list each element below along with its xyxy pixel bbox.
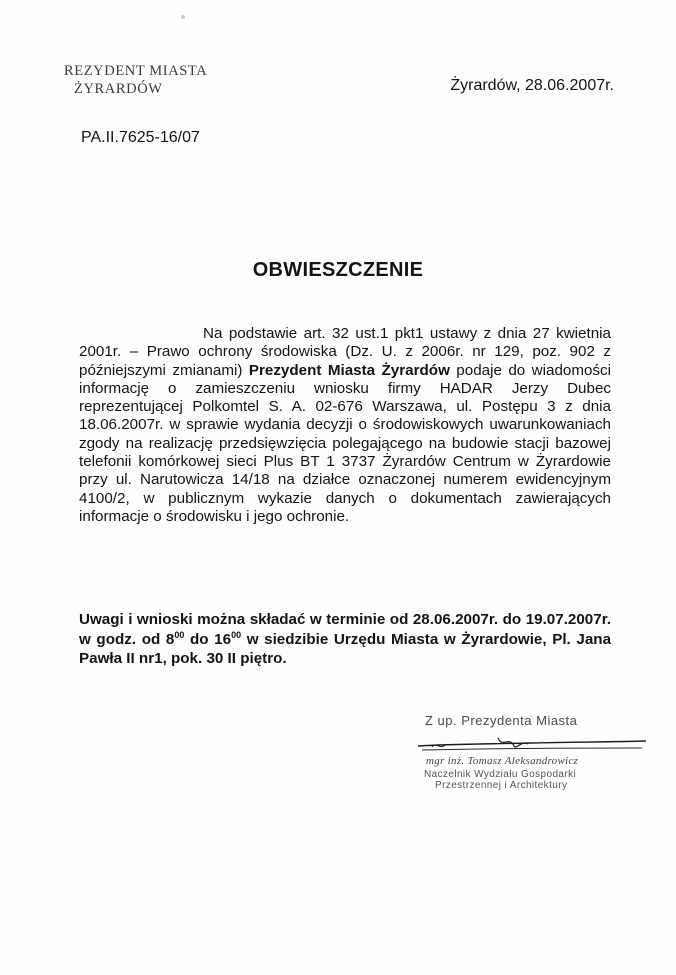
place-and-date: Żyrardów, 28.06.2007r. xyxy=(450,77,614,94)
signatory-role-line-1: Naczelnik Wydziału Gospodarki xyxy=(424,769,577,780)
notice-text-mid: do 16 xyxy=(184,630,232,648)
notice-paragraph xyxy=(79,610,611,669)
signatory-role xyxy=(424,769,624,791)
body-bold-authority: Prezydent Miasta Żyrardów xyxy=(248,361,450,379)
notice-hour-sup-1: 00 xyxy=(174,629,185,640)
scan-speck xyxy=(181,15,185,19)
body-text-start: Na podstawie art. 32 ust.1 pkt1 ustawy z dnia 27 kwietnia 2001r. – Prawo ochrony środowiska (Dz. U. z 2006r. nr 129, poz. 902 z późniejszymi zmianami) xyxy=(79,325,611,379)
document-title: OBWIESZCZENIE xyxy=(252,259,424,281)
signature-caption: Z up. Prezydenta Miasta xyxy=(425,713,578,728)
notice-hour-sup-2: 00 xyxy=(231,629,242,640)
reference-number: PA.II.7625-16/07 xyxy=(81,129,200,146)
office-stamp xyxy=(64,62,234,98)
stamp-line-2: ŻYRARDÓW xyxy=(74,81,163,97)
handwritten-signature xyxy=(410,732,650,754)
signatory-role-line-2: Przestrzennej i Architektury xyxy=(435,780,568,791)
body-paragraph xyxy=(79,325,611,526)
stamp-line-1: REZYDENT MIASTA xyxy=(64,63,208,79)
notice-text-start: Uwagi i wnioski można składać w terminie od 28.06.2007r. do 19.07.2007r. w godz. od 8 xyxy=(79,611,611,648)
body-text-end: podaje do wiadomości informację o zamieszczeniu wniosku firmy HADAR Jerzy Dubec reprezentującej Polkomtel S. A. 02-676 Warszawa, ul. Postępu 3 z dnia 18.06.2007r. w sprawie wydania decyzji o środowiskowych uwarunkowaniach zgody na realizację przedsięwzięcia polegającego na budowie stacji bazowej telefonii komórkowej sieci Plus BT 1 3737 Żyrardów Centrum w Żyrardowie przy ul. Narutowicza 14/18 na działce oznaczonej numerem ewidencyjnym 4100/2, w publicznym wykazie danych o dokumentach zawierających informacje o środowisku i jego ochronie. xyxy=(79,361,611,525)
notice-text-end: w siedzibie Urzędu Miasta w Żyrardowie, Pl. Jana Pawła II nr1, pok. 30 II piętro. xyxy=(79,630,612,667)
signatory-name: mgr inż. Tomasz Aleksandrowicz xyxy=(426,755,579,767)
